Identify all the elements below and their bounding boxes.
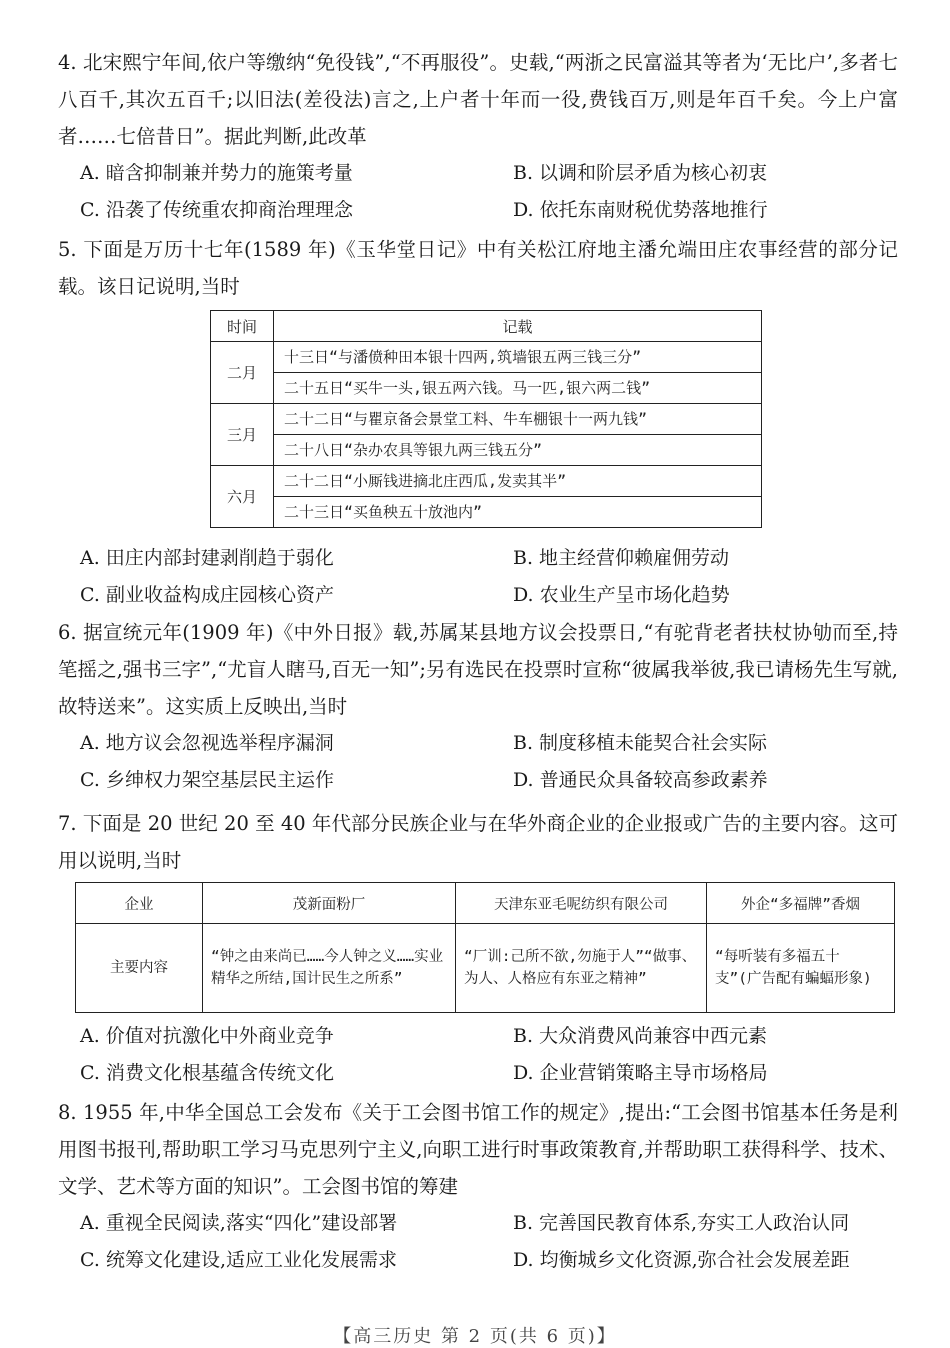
table-header-record: 记载	[274, 311, 762, 342]
option-a: A. 重视全民阅读,落实“四化”建设部署	[80, 1212, 398, 1234]
option-d: D. 农业生产呈市场化趋势	[513, 584, 730, 606]
option-b: B. 大众消费风尚兼容中西元素	[513, 1025, 768, 1047]
question-4	[58, 44, 898, 229]
month-cell: 二月	[211, 342, 274, 404]
content-cell: “钟之由来尚已……今人钟之义……实业精华之所结,国计民生之所系”	[203, 924, 456, 1013]
question-4-stem: 4. 北宋熙宁年间,依户等缴纳“免役钱”,“不再服役”。史载,“两浙之民富溢其等者为‘无比户’,多者七八百千,其次五百千;以旧法(差役法)言之,上户者十年而一役,费钱百万,则是年百千矣。今上户富者……七倍昔日”。据此判断,此改革	[58, 51, 898, 148]
record-cell: 二十三日“买鱼秧五十放池内”	[274, 497, 762, 528]
option-d: D. 普通民众具备较高参政素养	[513, 769, 768, 791]
question-5-options-wrap	[58, 540, 898, 614]
question-8	[58, 1094, 898, 1279]
question-5-stem: 5. 下面是万历十七年(1589 年)《玉华堂日记》中有关松江府地主潘允端田庄农事经营的部分记载。该日记说明,当时	[58, 238, 898, 298]
page-footer: 【高三历史 第 2 页(共 6 页)】	[333, 1326, 617, 1347]
option-c: C. 统筹文化建设,适应工业化发展需求	[80, 1249, 397, 1271]
question-6-options	[58, 725, 898, 799]
option-d: D. 均衡城乡文化资源,弥合社会发展差距	[513, 1249, 850, 1271]
option-a: A. 地方议会忽视选举程序漏洞	[80, 732, 334, 754]
content-cell: “厂训:己所不欲,勿施于人”“做事、为人、人格应有东亚之精神”	[456, 924, 707, 1013]
question-4-options	[58, 155, 898, 229]
option-c: C. 沿袭了传统重农抑商治理理念	[80, 199, 353, 221]
question-8-stem: 8. 1955 年,中华全国总工会发布《关于工会图书馆工作的规定》,提出:“工会图书馆基本任务是利用图书报刊,帮助职工学习马克思列宁主义,向职工进行时事政策教育,并帮助职工获得科学、技术、文学、艺术等方面的知识”。工会图书馆的筹建	[58, 1101, 898, 1198]
company-name: 茂新面粉厂	[203, 883, 456, 924]
option-b: B. 地主经营仰赖雇佣劳动	[513, 547, 730, 569]
option-d: D. 企业营销策略主导市场格局	[513, 1062, 768, 1084]
option-c: C. 副业收益构成庄园核心资产	[80, 584, 334, 606]
record-cell: 二十八日“杂办农具等银九两三钱五分”	[274, 435, 762, 466]
question-6	[58, 614, 898, 799]
table-row	[211, 466, 762, 497]
question-7-options	[58, 1018, 898, 1092]
option-b: B. 以调和阶层矛盾为核心初衷	[513, 162, 768, 184]
table-row	[211, 404, 762, 435]
option-d: D. 依托东南财税优势落地推行	[513, 199, 768, 221]
question-6-stem: 6. 据宣统元年(1909 年)《中外日报》载,苏属某县地方议会投票日,“有驼背老者扶杖协劬而至,持笔摇之,强书三字”,“尤盲人瞎马,百无一知”;另有选民在投票时宣称“彼属我举彼,我已请杨先生写就,故特送来”。这实质上反映出,当时	[58, 621, 898, 718]
table-row	[211, 342, 762, 373]
record-cell: 二十五日“买牛一头,银五两六钱。马一匹,银六两二钱”	[274, 373, 762, 404]
record-cell: 十三日“与潘偾种田本银十四两,筑墙银五两三钱三分”	[274, 342, 762, 373]
row-header-enterprise: 企业	[76, 883, 203, 924]
record-cell: 二十二日“小厮钱进摘北庄西瓜,发卖其半”	[274, 466, 762, 497]
question-7-stem: 7. 下面是 20 世纪 20 至 40 年代部分民族企业与在华外商企业的企业报或广告的主要内容。这可用以说明,当时	[58, 812, 898, 872]
option-b: B. 完善国民教育体系,夯实工人政治认同	[513, 1212, 850, 1234]
table-header-time: 时间	[211, 311, 274, 342]
enterprise-table	[75, 882, 895, 1013]
question-7-options-wrap	[58, 1018, 898, 1092]
option-a: A. 价值对抗激化中外商业竞争	[80, 1025, 334, 1047]
option-a: A. 田庄内部封建剥削趋于弱化	[80, 547, 334, 569]
option-c: C. 消费文化根基蕴含传统文化	[80, 1062, 334, 1084]
question-7	[58, 805, 898, 879]
record-cell: 二十二日“与瞿京备会景堂工料、牛车棚银十一两九钱”	[274, 404, 762, 435]
option-b: B. 制度移植未能契合社会实际	[513, 732, 768, 754]
diary-table	[210, 310, 762, 528]
option-a: A. 暗含抑制兼并势力的施策考量	[80, 162, 353, 184]
table-row	[76, 924, 895, 1013]
table-row	[211, 435, 762, 466]
option-c: C. 乡绅权力架空基层民主运作	[80, 769, 334, 791]
month-cell: 三月	[211, 404, 274, 466]
question-5	[58, 231, 898, 305]
question-8-options	[58, 1205, 898, 1279]
question-5-options	[58, 540, 898, 614]
month-cell: 六月	[211, 466, 274, 528]
table-row	[211, 373, 762, 404]
table-row	[211, 497, 762, 528]
company-name: 天津东亚毛呢纺织有限公司	[456, 883, 707, 924]
content-cell: “每听装有多福五十支”(广告配有蝙蝠形象)	[707, 924, 895, 1013]
company-name: 外企“多福牌”香烟	[707, 883, 895, 924]
row-header-content: 主要内容	[76, 924, 203, 1013]
